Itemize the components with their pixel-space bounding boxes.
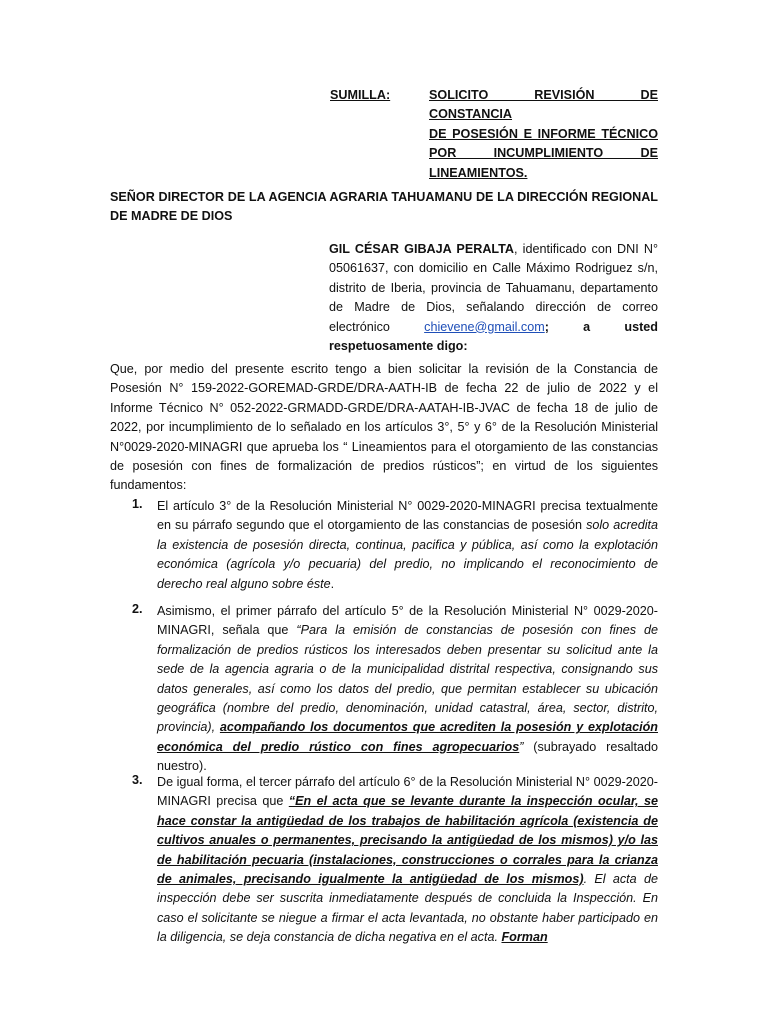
- petitioner-paragraph: [329, 240, 658, 356]
- item-text: (subrayado resaltado nuestro).: [157, 739, 658, 774]
- item-text: .: [330, 576, 335, 591]
- sumilla-line: LINEAMIENTOS.: [429, 165, 528, 180]
- sumilla-line: DE POSESIÓN E INFORME TÉCNICO: [429, 126, 658, 141]
- item-paragraph-3: [157, 773, 658, 948]
- item-bold-underline: “En el acta que se levante durante la inspección ocular, se hace constar la antigüedad de los trabajos de habilitación agrícola (existencia de cultivos anuales o permanentes, precisando la antigüedad de los mismos) y/o las de habilitación pecuaria (instalaciones, construcciones o corrales para la crianza de animales, precisando igualmente la antigüedad de los mismos): [157, 794, 658, 887]
- sumilla-line: POR INCUMPLIMIENTO DE: [429, 146, 658, 161]
- item-italic: “Para la emisión de constancias de posesión con fines de formalización de predios rústicos los interesados deben presentar su solicitud ante la sede de la agencia agraria o de la municipalidad distrital respectiva, consignando sus datos generales, así como los datos del predio, que permitan establecer su ubicación geográfica (nombre del predio, denominación, unidad catastral, área, sector, distrito, provincia),: [157, 623, 658, 735]
- item-number: 1.: [132, 497, 143, 511]
- item-text: De igual forma, el tercer párrafo del artículo 6° de la Resolución Ministerial N° 0029-2020-MINAGRI precisa que: [157, 775, 658, 809]
- item-italic: ”: [519, 739, 524, 754]
- item-bold-underline: Forman: [501, 930, 548, 945]
- item-paragraph-1: [157, 497, 658, 594]
- sumilla-label: SUMILLA:: [330, 88, 391, 102]
- item-italic: . El acta de inspección debe ser suscrita inmediatamente después de concluida la Inspección. En caso el solicitante se niegue a firmar el acta levantada, no obstante haber participado en la diligencia, se deja constancia de dicha negativa en el acta.: [157, 872, 658, 945]
- sumilla-line: SOLICITO REVISIÓN DE CONSTANCIA: [429, 88, 658, 122]
- petitioner-name: GIL CÉSAR GIBAJA PERALTA: [329, 242, 515, 256]
- sumilla-text: [429, 86, 658, 183]
- petitioner-details: , identificado con DNI N° 05061637, con domicilio en Calle Máximo Rodriguez s/n, distrito de Iberia, provincia de Tahuamanu, departamento de Madre de Dios, señalando dirección de correo electrónico: [329, 242, 658, 334]
- item-number: 2.: [132, 602, 143, 616]
- item-italic: solo acredita la existencia de posesión directa, continua, pacifica y pública, así como la explotación económica (agrícola y/o pecuaria) del predio, no implicando el reconocimiento de derecho real alguno sobre éste: [157, 518, 659, 591]
- item-number: 3.: [132, 773, 143, 787]
- item-text: El artículo 3° de la Resolución Ministerial N° 0029-2020-MINAGRI precisa textualmente en su párrafo segundo que el otorgamiento de las constancias de posesión: [157, 499, 658, 533]
- intro-paragraph: Que, por medio del presente escrito tengo a bien solicitar la revisión de la Constancia de Posesión N° 159-2022-GOREMAD-GRDE/DRA-AATH-IB de fecha 22 de julio de 2022 y el Informe Técnico N° 052-2022-GRMADD-GRDE/DRA-AATAH-IB-JVAC de fecha 18 de julio de 2022, por incumplimiento de lo señalado en los artículos 3°, 5° y 6° de la Resolución Ministerial N°0029-2020-MINAGRI que aprueba los “ Lineamientos para el otorgamiento de las constancias de posesión con fines de formalización de predios rústicos”; en virtud de los siguientes fundamentos:: [110, 362, 658, 493]
- petitioner-closing: ; a usted respetuosamente digo:: [329, 319, 658, 354]
- item-paragraph-2: [157, 602, 658, 777]
- email-link[interactable]: chievene@gmail.com: [424, 319, 545, 334]
- item-bold-underline: acompañando los documentos que acrediten la posesión y explotación económica del predio rústico con fines agropecuarios: [157, 720, 658, 754]
- addressee-heading: SEÑOR DIRECTOR DE LA AGENCIA AGRARIA TAHUAMANU DE LA DIRECCIÓN REGIONAL DE MADRE DE DIOS: [110, 190, 658, 224]
- item-text: Asimismo, el primer párrafo del artículo 5° de la Resolución Ministerial N° 0029-2020-MINAGRI, señala que: [157, 604, 658, 638]
